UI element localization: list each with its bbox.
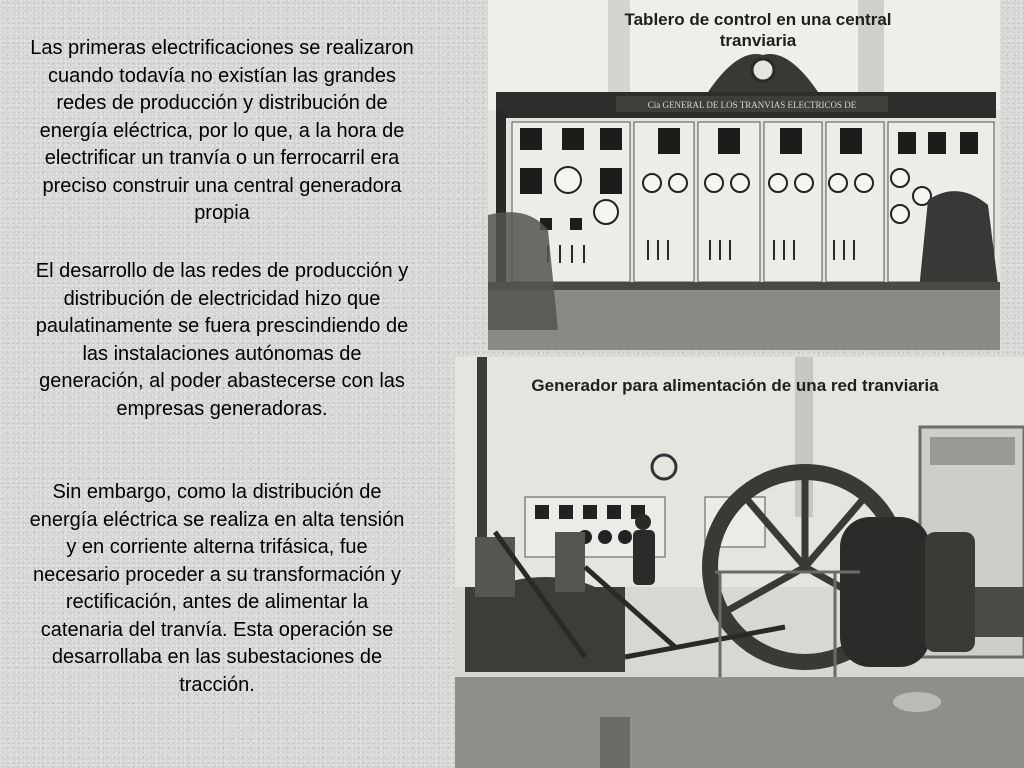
control-board-caption: Tablero de control en una central tranviaria: [624, 10, 892, 50]
board-sign-text: Cía GENERAL DE LOS TRANVIAS ELECTRICOS DE: [647, 100, 857, 110]
paragraph-substations: Sin embargo, como la distribución de energía eléctrica se realiza en alta tensión y en corriente alterna trifásica, fue necesario proceder a su transformación y rectificación, antes de alimentar la catenaria del tranvía. Esta operación se desarrollaba en las subestaciones de tracción.: [29, 481, 405, 696]
paragraph-intro: Las primeras electrificaciones se realizaron cuando todavía no existían las grandes redes de producción y distribución de energía eléctrica, por lo que, a la hora de electrificar un tranvía o un ferrocarril era preciso construir una central generadora propia: [30, 37, 414, 224]
generator-caption: Generador para alimentación de una red tranviaria: [531, 376, 939, 395]
paragraph-networks: El desarrollo de las redes de producción y distribución de electricidad hizo que paulatinamente se fuera prescindiendo de las instalaciones autónomas de generación, al poder abastecerse con las empresas generadoras.: [35, 260, 409, 420]
generator-photo: [455, 357, 1024, 768]
control-board-photo: [488, 0, 1000, 350]
